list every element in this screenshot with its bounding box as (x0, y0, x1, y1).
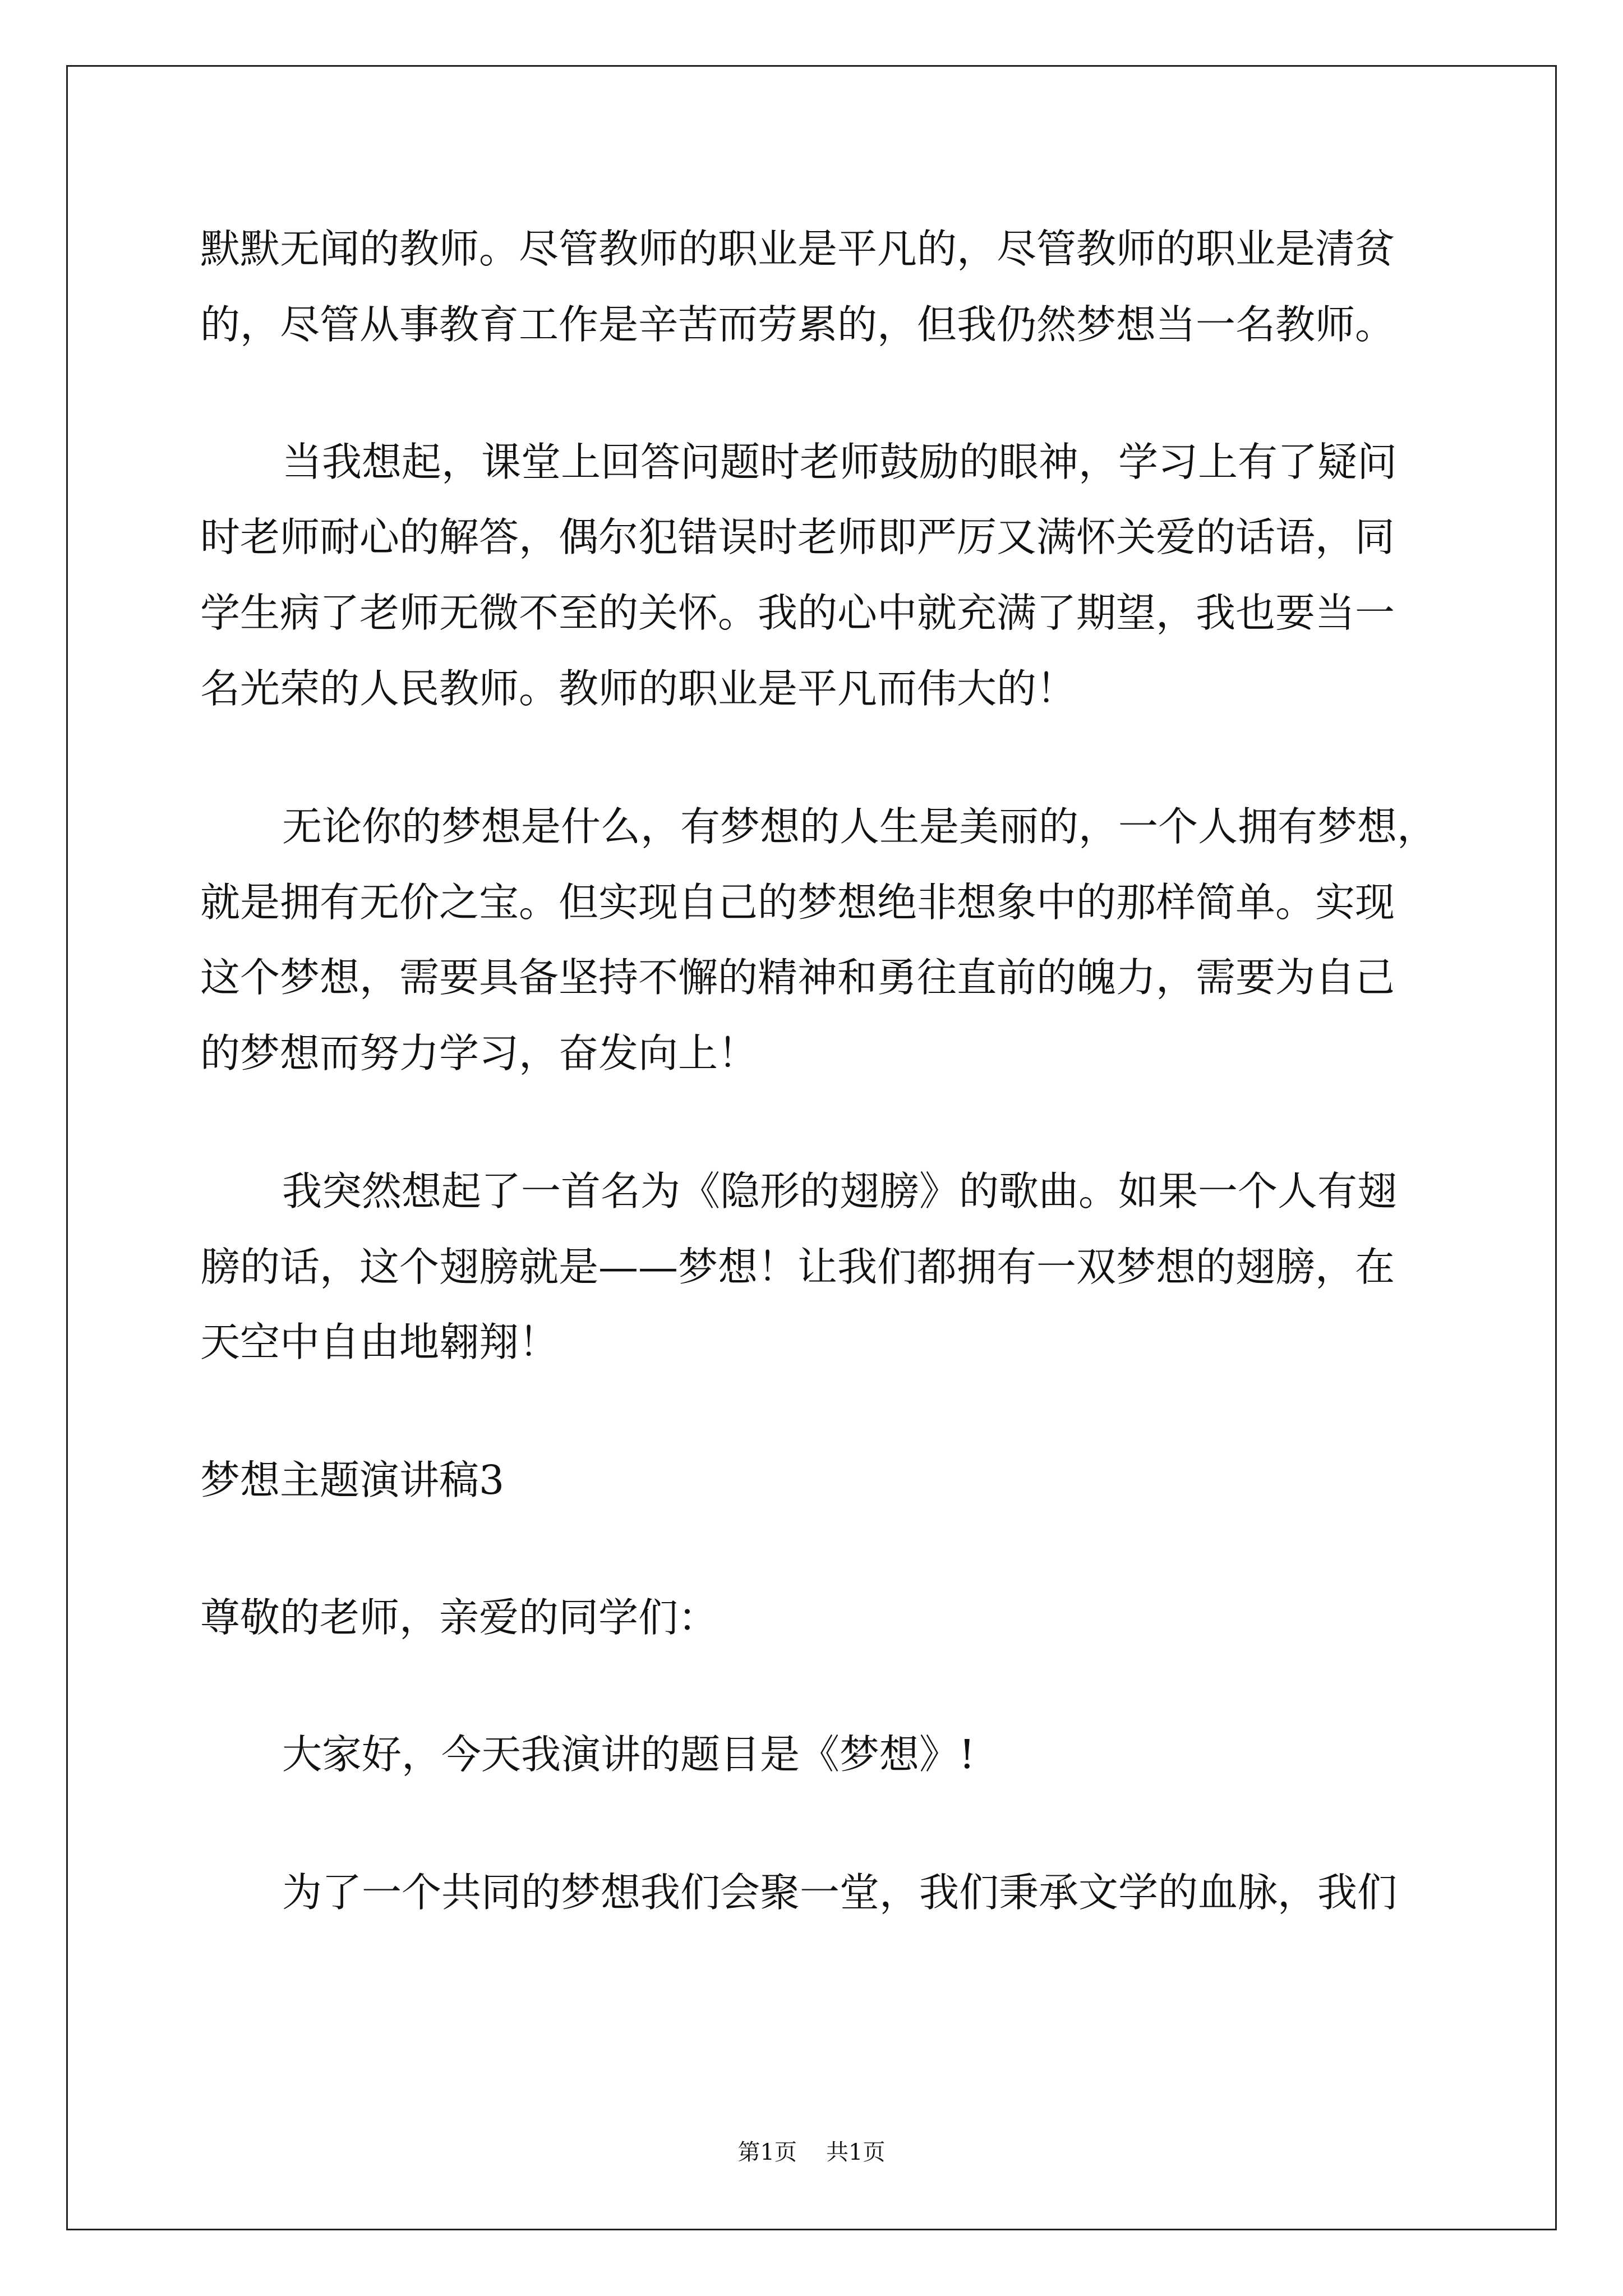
body-line: 时老师耐心的解答，偶尔犯错误时老师即严厉又满怀关爱的话语，同 (200, 514, 1395, 560)
body-line: 就是拥有无价之宝。但实现自己的梦想绝非想象中的那样简单。实现 (200, 879, 1395, 926)
body-line: 的，尽管从事教育工作是辛苦而劳累的，但我仍然梦想当一名教师。 (200, 301, 1395, 348)
body-line: 我突然想起了一首名为《隐形的翅膀》的歌曲。如果一个人有翅 (282, 1168, 1398, 1214)
page-footer (0, 2141, 1623, 2164)
body-line: 这个梦想，需要具备坚持不懈的精神和勇往直前的魄力，需要为自己 (200, 954, 1395, 1001)
salutation: 尊敬的老师，亲爱的同学们： (200, 1594, 718, 1641)
body-line: 无论你的梦想是什么，有梦想的人生是美丽的，一个人拥有梦想， (282, 803, 1437, 850)
page-number-label: 第1页 (737, 2139, 797, 2165)
body-line: 天空中自由地翱翔！ (200, 1319, 559, 1365)
body-line: 默默无闻的教师。尽管教师的职业是平凡的，尽管教师的职业是清贫 (200, 226, 1395, 272)
body-line: 学生病了老师无微不至的关怀。我的心中就充满了期望，我也要当一 (200, 590, 1395, 636)
body-line: 的梦想而努力学习，奋发向上！ (200, 1030, 758, 1076)
body-line: 为了一个共同的梦想我们会聚一堂，我们秉承文学的血脉，我们 (282, 1869, 1398, 1916)
section-heading: 梦想主题演讲稿3 (200, 1457, 505, 1503)
body-line: 膀的话，这个翅膀就是——梦想！让我们都拥有一双梦想的翅膀，在 (200, 1244, 1395, 1290)
body-line: 大家好，今天我演讲的题目是《梦想》! (282, 1731, 975, 1778)
total-pages-label: 共1页 (826, 2139, 886, 2165)
body-line: 当我想起，课堂上回答问题时老师鼓励的眼神，学习上有了疑问 (282, 439, 1398, 485)
body-line: 名光荣的人民教师。教师的职业是平凡而伟大的！ (200, 665, 1077, 712)
